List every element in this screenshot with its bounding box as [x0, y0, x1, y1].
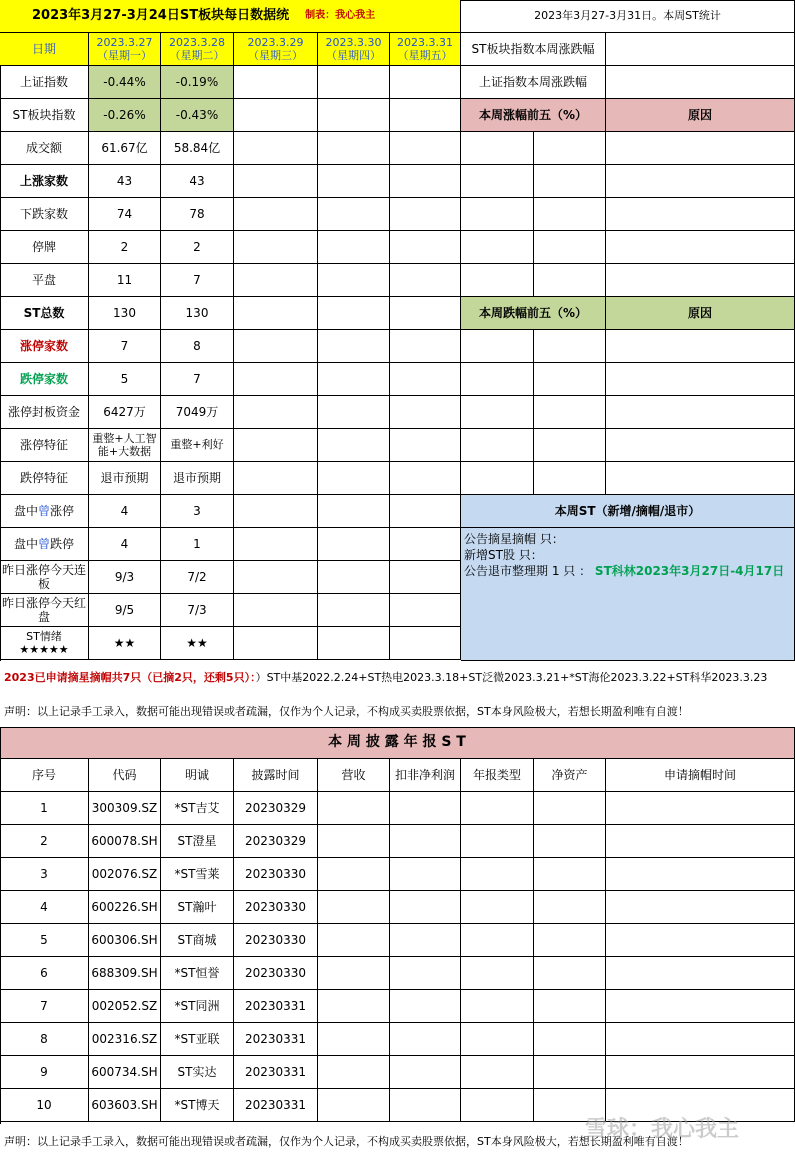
annual-empty: [606, 1056, 795, 1089]
annual-empty: [606, 1023, 795, 1056]
annual-empty: [534, 1056, 606, 1089]
annual-date: 20230330: [234, 858, 318, 891]
value-empty: [318, 264, 390, 297]
annual-empty: [390, 858, 461, 891]
st-index-weekly-label: ST板块指数本周涨跌幅: [461, 33, 606, 66]
sh-index-weekly-label: 上证指数本周涨跌幅: [461, 66, 606, 99]
value-day2: 7/3: [161, 594, 234, 627]
weekday-value: （星期五）: [397, 49, 453, 62]
value-empty: [390, 231, 461, 264]
annual-code: 002052.SZ: [89, 990, 161, 1023]
row-label: 上涨家数: [0, 165, 89, 198]
top5-up-pct: [534, 132, 606, 165]
value-empty: [234, 330, 318, 363]
annual-empty: [534, 924, 606, 957]
row-label: 成交额: [0, 132, 89, 165]
row-label: [0, 627, 89, 660]
value-day2: 130: [161, 297, 234, 330]
value-day2: 7: [161, 264, 234, 297]
annual-no: 8: [0, 1023, 89, 1056]
top5-up-reason: [606, 132, 795, 165]
date-value: 2023.3.31: [397, 35, 453, 49]
value-day2: 重整+利好: [161, 429, 234, 462]
annual-empty: [606, 825, 795, 858]
annual-empty: [318, 957, 390, 990]
value-empty: [318, 462, 390, 495]
value-empty: [318, 330, 390, 363]
top5-up-name: [461, 264, 534, 297]
annual-code: 600306.SH: [89, 924, 161, 957]
value-empty: [390, 297, 461, 330]
weekday-value: （星期三）: [247, 49, 303, 62]
value-empty: [390, 627, 461, 660]
right-title: 2023年3月27-3月31日。本周ST统计: [461, 0, 795, 33]
value-day2: 8: [161, 330, 234, 363]
st-changes-line3: 公告退市整理期 1 只 ：: [464, 564, 592, 578]
value-day1: 4: [89, 495, 161, 528]
annual-header: 明诚: [161, 759, 234, 792]
annual-header: 扣非净利润: [390, 759, 461, 792]
st-changes-line1: 公告摘星摘帽 只：: [464, 532, 564, 546]
top5-down-name: [461, 462, 534, 495]
label-mid: 曾: [37, 536, 50, 551]
value-empty: [318, 198, 390, 231]
row-label: 上证指数: [0, 66, 89, 99]
label-pre: 盘中: [13, 536, 38, 551]
annual-no: 1: [0, 792, 89, 825]
value-empty: [234, 528, 318, 561]
value-day2: 2: [161, 231, 234, 264]
label-top: ST情绪: [26, 629, 62, 643]
annual-empty: [390, 924, 461, 957]
date-cell: [161, 33, 234, 66]
annual-name: ST澄星: [161, 825, 234, 858]
annual-date: 20230330: [234, 957, 318, 990]
label-post: 涨停: [50, 503, 75, 518]
annual-empty: [461, 858, 534, 891]
annual-empty: [318, 924, 390, 957]
annual-empty: [606, 990, 795, 1023]
top5-down-reason: [606, 330, 795, 363]
label-pre: 盘中: [13, 503, 38, 518]
annual-empty: [390, 990, 461, 1023]
top5-up-name: [461, 132, 534, 165]
top5-down-reason: [606, 429, 795, 462]
annual-empty: [318, 792, 390, 825]
value-empty: [390, 198, 461, 231]
row-label: 跌停特征: [0, 462, 89, 495]
sheet-title: [0, 0, 461, 33]
top5-down-pct: [534, 462, 606, 495]
value-day2: ★★: [161, 627, 234, 660]
top5-up-name: [461, 231, 534, 264]
annual-header: 净资产: [534, 759, 606, 792]
disclaimer-top: 声明：以上记录手工录入，数据可能出现错误或者疏漏，仅作为个人记录，不构成买卖股票依据，ST本身风险极大，若想长期盈利唯有自渡！: [4, 705, 689, 718]
value-empty: [318, 627, 390, 660]
weekday-value: （星期二）: [169, 49, 225, 62]
annual-date: 20230329: [234, 825, 318, 858]
top5-up-reason: [606, 165, 795, 198]
annual-name: *ST博天: [161, 1089, 234, 1122]
value-empty: [234, 132, 318, 165]
annual-date: 20230331: [234, 990, 318, 1023]
value-day2: 78: [161, 198, 234, 231]
value-empty: [390, 99, 461, 132]
top5-down-header: 本周跌幅前五（%）: [461, 297, 606, 330]
annual-no: 2: [0, 825, 89, 858]
value-empty: [390, 429, 461, 462]
value-empty: [390, 396, 461, 429]
value-day1: ★★: [89, 627, 161, 660]
annual-code: 002316.SZ: [89, 1023, 161, 1056]
st-changes-title: 本周ST（新增/摘帽/退市）: [461, 495, 795, 528]
annual-empty: [390, 792, 461, 825]
annual-code: 603603.SH: [89, 1089, 161, 1122]
value-day1: 130: [89, 297, 161, 330]
top5-down-reason: [606, 363, 795, 396]
annual-empty: [390, 1023, 461, 1056]
annual-empty: [390, 1056, 461, 1089]
annual-empty: [606, 858, 795, 891]
top5-down-pct: [534, 330, 606, 363]
value-empty: [234, 198, 318, 231]
date-cell: [89, 33, 161, 66]
annual-empty: [461, 924, 534, 957]
annual-date: 20230330: [234, 924, 318, 957]
value-day2: -0.43%: [161, 99, 234, 132]
row-label: [0, 495, 89, 528]
row-label: ST总数: [0, 297, 89, 330]
annual-no: 4: [0, 891, 89, 924]
annual-empty: [534, 990, 606, 1023]
value-empty: [390, 132, 461, 165]
value-empty: [318, 396, 390, 429]
label-mid: 曾: [37, 503, 50, 518]
row-label: 涨停家数: [0, 330, 89, 363]
top5-up-pct: [534, 165, 606, 198]
annual-empty: [390, 891, 461, 924]
row-label: 下跌家数: [0, 198, 89, 231]
st-changes-box: [461, 528, 795, 661]
row-label: 涨停特征: [0, 429, 89, 462]
value-empty: [318, 66, 390, 99]
value-empty: [390, 462, 461, 495]
value-empty: [318, 297, 390, 330]
annual-name: ST瀚叶: [161, 891, 234, 924]
value-empty: [318, 231, 390, 264]
date-value: 2023.3.30: [325, 35, 382, 49]
top5-up-pct: [534, 264, 606, 297]
top5-down-name: [461, 396, 534, 429]
annual-empty: [534, 891, 606, 924]
top5-up-name: [461, 198, 534, 231]
reason-header-down: 原因: [606, 297, 795, 330]
sh-index-weekly-value: [606, 66, 795, 99]
annual-empty: [461, 825, 534, 858]
value-empty: [234, 66, 318, 99]
annual-empty: [390, 1089, 461, 1122]
value-empty: [318, 429, 390, 462]
value-empty: [234, 462, 318, 495]
value-empty: [390, 363, 461, 396]
annual-name: *ST吉艾: [161, 792, 234, 825]
value-day1: 重整+人工智能+大数据: [89, 429, 161, 462]
value-day1: 9/5: [89, 594, 161, 627]
weekday-value: （星期一）: [96, 49, 152, 62]
value-day1: 5: [89, 363, 161, 396]
annual-empty: [606, 891, 795, 924]
top5-down-pct: [534, 396, 606, 429]
annual-name: *ST亚联: [161, 1023, 234, 1056]
value-empty: [234, 594, 318, 627]
top5-down-name: [461, 363, 534, 396]
value-empty: [234, 495, 318, 528]
annual-empty: [318, 1056, 390, 1089]
value-empty: [234, 561, 318, 594]
value-day1: 2: [89, 231, 161, 264]
value-empty: [318, 132, 390, 165]
row-label: ST板块指数: [0, 99, 89, 132]
disclaimer-bottom: 声明：以上记录手工录入，数据可能出现错误或者疏漏，仅作为个人记录，不构成买卖股票依据，ST本身风险极大，若想长期盈利唯有自渡！: [4, 1135, 689, 1148]
annual-empty: [318, 1023, 390, 1056]
top5-down-name: [461, 429, 534, 462]
annual-no: 7: [0, 990, 89, 1023]
top5-down-reason: [606, 462, 795, 495]
apply-summary-list: ）ST中基2022.2.24+ST热电2023.3.18+ST泛微2023.3.21+*ST海伦2023.3.22+ST科华2023.3.23: [255, 671, 768, 684]
annual-date: 20230331: [234, 1056, 318, 1089]
top5-up-reason: [606, 264, 795, 297]
value-day1: 9/3: [89, 561, 161, 594]
annual-empty: [534, 1023, 606, 1056]
annual-code: 600734.SH: [89, 1056, 161, 1089]
value-day2: 退市预期: [161, 462, 234, 495]
value-day2: 7: [161, 363, 234, 396]
annual-empty: [461, 1089, 534, 1122]
value-day2: 1: [161, 528, 234, 561]
annual-date: 20230331: [234, 1089, 318, 1122]
row-label: 昨日涨停今天红盘: [0, 594, 89, 627]
value-empty: [234, 396, 318, 429]
value-empty: [390, 330, 461, 363]
value-empty: [390, 165, 461, 198]
weekday-value: （星期四）: [325, 49, 381, 62]
annual-header: 披露时间: [234, 759, 318, 792]
annual-title: 本 周 披 露 年 报 S T: [0, 727, 795, 759]
st-changes-line2: 新增ST股 只：: [464, 548, 543, 562]
annual-empty: [318, 891, 390, 924]
annual-no: 10: [0, 1089, 89, 1122]
top5-down-name: [461, 330, 534, 363]
annual-name: *ST恒誉: [161, 957, 234, 990]
date-value: 2023.3.27: [96, 35, 153, 49]
row-label: 跌停家数: [0, 363, 89, 396]
value-empty: [318, 99, 390, 132]
top5-up-reason: [606, 231, 795, 264]
value-empty: [390, 66, 461, 99]
date-value: 2023.3.28: [169, 35, 225, 49]
value-empty: [234, 231, 318, 264]
row-label: 昨日涨停今天连板: [0, 561, 89, 594]
annual-no: 6: [0, 957, 89, 990]
annual-empty: [461, 792, 534, 825]
maker-text: 制表：我心我主: [305, 10, 376, 21]
annual-empty: [606, 957, 795, 990]
value-day1: 4: [89, 528, 161, 561]
st-index-weekly-value: [606, 33, 795, 66]
annual-empty: [461, 990, 534, 1023]
apply-summary-line: [4, 669, 767, 685]
annual-empty: [461, 1023, 534, 1056]
value-day2: 7/2: [161, 561, 234, 594]
annual-no: 5: [0, 924, 89, 957]
apply-summary-red: 2023已申请摘星摘帽共7只（已摘2只，还剩5只）：: [4, 671, 256, 684]
value-empty: [234, 627, 318, 660]
value-empty: [318, 495, 390, 528]
annual-empty: [318, 1089, 390, 1122]
value-day2: 58.84亿: [161, 132, 234, 165]
value-empty: [234, 99, 318, 132]
reason-header-up: 原因: [606, 99, 795, 132]
annual-empty: [461, 957, 534, 990]
value-day1: 74: [89, 198, 161, 231]
top5-down-pct: [534, 429, 606, 462]
value-empty: [318, 165, 390, 198]
annual-date: 20230331: [234, 1023, 318, 1056]
top5-up-pct: [534, 198, 606, 231]
annual-code: 002076.SZ: [89, 858, 161, 891]
value-empty: [390, 561, 461, 594]
value-day1: 7: [89, 330, 161, 363]
annual-empty: [318, 858, 390, 891]
annual-name: *ST同洲: [161, 990, 234, 1023]
value-empty: [234, 165, 318, 198]
annual-name: *ST雪莱: [161, 858, 234, 891]
date-value: 2023.3.29: [247, 35, 304, 49]
value-day2: 3: [161, 495, 234, 528]
value-empty: [318, 594, 390, 627]
value-day1: 6427万: [89, 396, 161, 429]
value-day2: 7049万: [161, 396, 234, 429]
annual-code: 300309.SZ: [89, 792, 161, 825]
annual-empty: [318, 825, 390, 858]
annual-empty: [606, 792, 795, 825]
top5-up-header: 本周涨幅前五（%）: [461, 99, 606, 132]
annual-empty: [318, 990, 390, 1023]
top5-down-reason: [606, 396, 795, 429]
date-cell: [234, 33, 318, 66]
annual-empty: [461, 891, 534, 924]
row-label: 平盘: [0, 264, 89, 297]
annual-code: 600226.SH: [89, 891, 161, 924]
annual-header: 代码: [89, 759, 161, 792]
top5-up-reason: [606, 198, 795, 231]
watermark: 雪球：我心我主: [585, 1117, 740, 1142]
annual-no: 3: [0, 858, 89, 891]
row-label: 涨停封板资金: [0, 396, 89, 429]
st-changes-highlight: ST科林2023年3月27日-4月17日: [594, 564, 785, 578]
value-day1: 11: [89, 264, 161, 297]
annual-header: 年报类型: [461, 759, 534, 792]
annual-date: 20230329: [234, 792, 318, 825]
value-empty: [390, 594, 461, 627]
date-cell: [390, 33, 461, 66]
annual-empty: [534, 957, 606, 990]
top5-up-name: [461, 165, 534, 198]
title-text: 2023年3月27-3月24日ST板块每日数据统: [32, 8, 290, 24]
value-empty: [234, 264, 318, 297]
value-day1: 退市预期: [89, 462, 161, 495]
value-empty: [390, 495, 461, 528]
date-cell: [318, 33, 390, 66]
value-empty: [234, 297, 318, 330]
value-day1: -0.44%: [89, 66, 161, 99]
annual-code: 600078.SH: [89, 825, 161, 858]
value-empty: [318, 561, 390, 594]
annual-empty: [390, 825, 461, 858]
date-label: 日期: [0, 33, 89, 66]
value-day1: 43: [89, 165, 161, 198]
annual-no: 9: [0, 1056, 89, 1089]
value-day2: 43: [161, 165, 234, 198]
annual-header: 申请摘帽时间: [606, 759, 795, 792]
value-empty: [390, 264, 461, 297]
label-post: 跌停: [50, 536, 75, 551]
value-empty: [390, 528, 461, 561]
annual-date: 20230330: [234, 891, 318, 924]
annual-header: 营收: [318, 759, 390, 792]
annual-empty: [534, 825, 606, 858]
annual-empty: [390, 957, 461, 990]
value-empty: [234, 429, 318, 462]
value-day1: 61.67亿: [89, 132, 161, 165]
value-day2: -0.19%: [161, 66, 234, 99]
value-day1: -0.26%: [89, 99, 161, 132]
row-label: 停牌: [0, 231, 89, 264]
row-label: [0, 528, 89, 561]
annual-header: 序号: [0, 759, 89, 792]
annual-empty: [606, 924, 795, 957]
annual-name: ST商城: [161, 924, 234, 957]
top5-down-pct: [534, 363, 606, 396]
value-empty: [234, 363, 318, 396]
top5-up-pct: [534, 231, 606, 264]
annual-empty: [534, 858, 606, 891]
annual-code: 688309.SH: [89, 957, 161, 990]
annual-empty: [534, 792, 606, 825]
value-empty: [318, 363, 390, 396]
annual-empty: [461, 1056, 534, 1089]
label-stars: ★★★★★: [19, 643, 69, 656]
value-empty: [318, 528, 390, 561]
annual-name: ST实达: [161, 1056, 234, 1089]
